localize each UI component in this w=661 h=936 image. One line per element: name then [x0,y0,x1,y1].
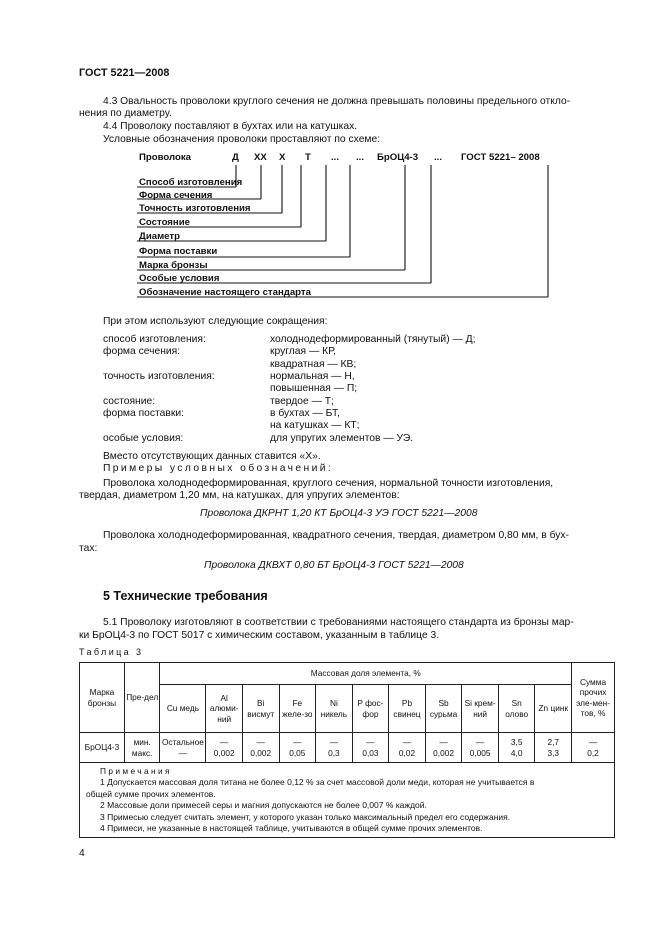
document-header: ГОСТ 5221—2008 [79,67,170,79]
cell-value [498,733,535,763]
header-element: Sn олово [498,685,535,733]
abbr-value: на катушках — КТ; [270,420,360,431]
paragraph-4-3-line1: 4.3 Овальность проволоки круглого сечения не должна превышать половины предельного откло- [103,96,571,107]
paragraph-4-4: 4.4 Проволоку поставляют в бухтах или на катушках. [103,121,358,132]
scheme-top-method: Д [232,152,239,163]
max-value: 0,05 [289,747,306,758]
note-1b: общей сумме прочих элементов. [86,788,216,799]
scheme-top-diameter: ... [331,152,339,163]
max-value: 0,005 [469,747,491,758]
examples-title: Примеры условных обозначений: [103,463,334,474]
abbr-value: холоднодеформированный (тянутый) — Д; [270,334,476,345]
header-element: Zn цинк [535,685,572,733]
notes-title: Примечания [100,766,172,776]
cell-grade: БрОЦ4-3 [80,733,125,763]
scheme-item-delivery: Форма поставки [139,246,218,257]
min-value: Остальное [161,737,204,747]
cell-value [389,733,426,763]
header-element: Al алюми-ний [206,685,243,733]
scheme-item-special: Особые условия [139,273,220,284]
scheme-item-section: Форма сечения [139,190,213,201]
header-element: Bi висмут [242,685,279,733]
header-element: P фос-фор [352,685,389,733]
example1-line1: Проволока холоднодеформированная, круглого сечения, нормальной точности изготовления, [103,478,554,489]
paragraph-5-1-line2: ки БрОЦ4-3 по ГОСТ 5017 с химическим составом, указанным в таблице 3. [79,630,440,641]
header-mass-fraction: Массовая доля элемента, % [160,663,572,685]
scheme-top-delivery: ... [356,152,364,163]
max-value: 4,0 [510,747,523,758]
abbr-value: твердое — Т; [270,396,334,407]
header-element: Sb сурьма [425,685,462,733]
max-value: 0,03 [362,747,379,758]
min-value: — [366,737,375,747]
abbr-key: форма поставки: [103,408,184,419]
note-2: 2 Массовые доли примесей серы и магния допускаются не более 0,007 % каждой. [100,800,427,811]
max-value: 0,002 [213,747,235,758]
abbreviations-intro: При этом используют следующие сокращения: [103,316,328,327]
cell-value [352,733,389,763]
scheme-item-condition: Состояние [139,217,190,228]
header-limit: Пре-дел [124,663,160,733]
scheme-item-grade: Марка бронзы [139,260,208,271]
scheme-item-standard: Обозначение настоящего стандарта [139,287,311,298]
example1-code: Проволока ДКРНТ 1,20 КТ БрОЦ4-3 УЭ ГОСТ 5221—2008 [200,508,478,519]
abbr-value: для упругих элементов — УЭ. [270,433,414,444]
min-value: — [475,737,485,747]
cell-limit: мин. макс. [124,733,160,763]
abbr-value: в бухтах — БТ, [270,408,340,419]
abbr-key: способ изготовления: [103,334,206,345]
scheme-top-accuracy: Х [279,152,286,163]
cell-value [160,733,206,763]
min-value: — [588,737,598,747]
example2-line1: Проволока холоднодеформированная, квадратного сечения, твердая, диаметром 0,80 мм, в бух- [103,530,569,541]
cell-value [462,733,499,763]
header-element: Ni никель [316,685,353,733]
scheme-top-product: Проволока [139,152,191,163]
cell-value [242,733,279,763]
header-element: Pb свинец [389,685,426,733]
max-value: 3,3 [547,747,560,758]
cell-value [316,733,353,763]
abbr-key: особые условия: [103,433,184,444]
abbr-value: нормальная — Н, [270,371,355,382]
cell-value [572,733,615,763]
min-value: — [402,737,412,747]
abbr-value: квадратная — КВ; [270,359,357,370]
min-value: 2,7 [547,737,560,747]
page-number: 4 [79,848,85,859]
paragraph-5-1-line1: 5.1 Проволоку изготовляют в соответствии с требованиями настоящего стандарта из бронзы мар- [103,617,574,628]
abbr-value: круглая — КР, [270,346,336,357]
paragraph-4-3-line2: нения по диаметру. [79,108,172,119]
table-caption: Таблица 3 [79,647,144,657]
scheme-top-condition: Т [305,152,311,163]
scheme-top-standard: ГОСТ 5221– 2008 [461,152,540,163]
max-value: 0,3 [328,747,340,758]
scheme-top-special: ... [434,152,442,163]
min-value: — [439,737,448,747]
absent-data-note: Вместо отсутствующих данных ставится «Х». [103,451,321,462]
cell-value [279,733,316,763]
header-grade: Марка бронзы [80,663,125,733]
min-value: — [293,737,302,747]
min-value: 3,5 [510,737,523,747]
max-value: 0,2 [587,747,599,758]
composition-table [79,662,615,838]
header-element: Fe желе-зо [279,685,316,733]
header-element: Si крем-ний [462,685,499,733]
section-5-heading: 5 Технические требования [103,589,268,603]
cell-value [535,733,572,763]
scheme-item-method: Способ изготовления [139,177,243,188]
example2-line2: тах: [79,543,98,554]
scheme-item-diameter: Диаметр [139,231,180,242]
note-3: 3 Примесью следует считать элемент, у которого указан только максимальный предел его содержания. [100,811,511,822]
scheme-top-section: ХХ [254,152,267,163]
cell-value [425,733,462,763]
note-4: 4 Примеси, не указанные в настоящей таблице, учитываются в общей сумме прочих элементов. [100,823,483,834]
header-sum-other: Сумма прочих эле-мен-тов, % [572,663,615,733]
scheme-top-grade: БрОЦ4-3 [377,152,419,163]
note-1a: 1 Допускается массовая доля титана не более 0,12 % за счет массовой доли меди, которая не учитывается в [100,777,535,788]
max-value: — [178,747,188,758]
abbr-key: состояние: [103,396,156,407]
abbr-value: повышенная — П; [270,383,358,394]
max-value: 0,002 [250,747,272,758]
abbr-key: точность изготовления: [103,371,215,382]
abbr-key: форма сечения: [103,346,181,357]
example2-code: Проволока ДКВХТ 0,80 БТ БрОЦ4-3 ГОСТ 5221—2008 [204,560,464,571]
scheme-item-accuracy: Точность изготовления [139,203,251,214]
table-notes [80,763,615,838]
max-value: 0,002 [433,747,454,758]
example1-line2: твердая, диаметром 1,20 мм, на катушках, для упругих элементов: [79,490,400,501]
cell-value [206,733,243,763]
min-value: — [329,737,339,747]
min-value: — [220,737,229,747]
paragraph-designation-intro: Условные обозначения проволоки проставляют по схеме: [103,134,381,145]
max-value: 0,02 [398,747,416,758]
table-row [80,733,615,763]
min-value: — [256,737,265,747]
header-element: Cu медь [160,685,206,733]
